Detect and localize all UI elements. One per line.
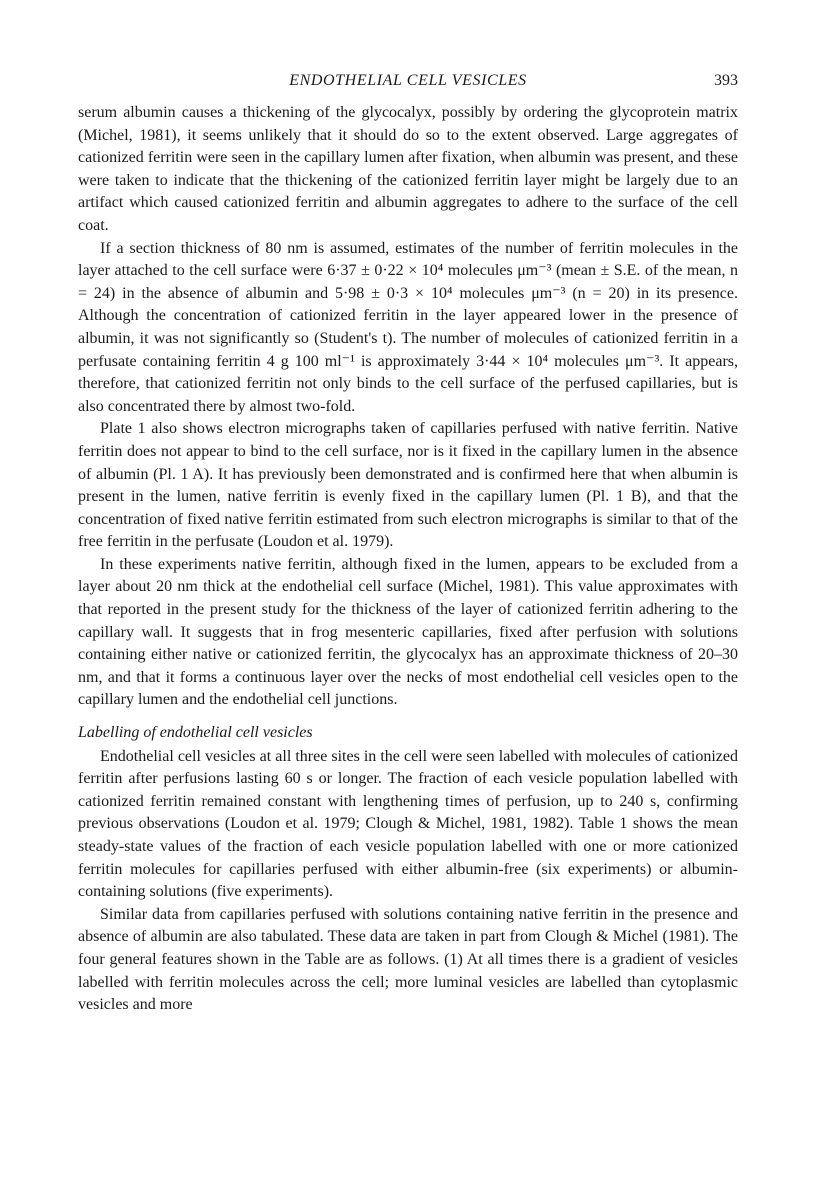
page-number: 393 [714, 72, 738, 89]
running-head-title: ENDOTHELIAL CELL VESICLES [289, 72, 527, 89]
journal-page [78, 70, 738, 1017]
section-paragraph-1: Endothelial cell vesicles at all three sites in the cell were seen labelled with molecules of cationized ferritin after perfusions lasting 60 s or longer. The fraction of each vesicle population labelled with cationized ferritin remained constant with lengthening times of perfusion, up to 240 s, confirming previous observations (Loudon et al. 1979; Clough & Michel, 1981, 1982). Table 1 shows the mean steady-state values of the fraction of each vesicle population labelled with one or more cationized ferritin molecules for capillaries perfused with either albumin-free (six experiments) or albumin-containing solutions (five experiments). [78, 747, 738, 901]
section-paragraph-2: Similar data from capillaries perfused with solutions containing native ferritin in the presence and absence of albumin are also tabulated. These data are taken in part from Clough & Michel (1981). The four general features shown in the Table are as follows. (1) At all times there is a gradient of vesicles labelled with ferritin molecules across the cell; more luminal vesicles are labelled than cytoplasmic vesicles and more [78, 905, 738, 1014]
paragraph-2: If a section thickness of 80 nm is assumed, estimates of the number of ferritin molecules in the layer attached to the cell surface were 6·37 ± 0·22 × 10⁴ molecules μm⁻³ (mean ± S.E. of the mean, n = 24) in the absence of albumin and 5·98 ± 0·3 × 10⁴ molecules μm⁻³ (n = 20) in its presence. Although the concentration of cationized ferritin in the layer appeared lower in the presence of albumin, it was not significantly so (Student's t). The number of molecules of cationized ferritin in a perfusate containing ferritin 4 g 100 ml⁻¹ is approximately 3·44 × 10⁴ molecules μm⁻³. It appears, therefore, that cationized ferritin not only binds to the cell surface of the perfused capillaries, but is also concentrated there by almost two-fold. [78, 239, 738, 415]
paragraph-3: Plate 1 also shows electron micrographs taken of capillaries perfused with native ferritin. Native ferritin does not appear to bind to the cell surface, nor is it fixed in the capillary lumen in the absence of albumin (Pl. 1 A). It has previously been demonstrated and is confirmed here that when albumin is present in the lumen, native ferritin is evenly fixed in the capillary lumen (Pl. 1 B), and that the concentration of fixed native ferritin estimated from such electron micrographs is similar to that of the free ferritin in the perfusate (Loudon et al. 1979). [78, 420, 738, 551]
running-head [78, 70, 738, 96]
section-heading: Labelling of endothelial cell vesicles [78, 724, 313, 742]
paragraph-1: serum albumin causes a thickening of the glycocalyx, possibly by ordering the glycoprotein matrix (Michel, 1981), it seems unlikely that it should do so to the extent observed. Large aggregates of cationized ferritin were seen in the capillary lumen after fixation, when albumin was present, and these were taken to indicate that the thickening of the cationized ferritin layer might be largely due to an artifact which caused cationized ferritin and albumin aggregates to adhere to the surface of the cell coat. [78, 104, 738, 234]
paragraph-4: In these experiments native ferritin, although fixed in the lumen, appears to be excluded from a layer about 20 nm thick at the endothelial cell surface (Michel, 1981). This value approximates with that reported in the present study for the thickness of the layer of cationized ferritin adhering to the capillary wall. It suggests that in frog mesenteric capillaries, fixed after perfusion with solutions containing either native or cationized ferritin, the glycocalyx has an approximate thickness of 20–30 nm, and that it forms a continuous layer over the necks of most endothelial cell vesicles open to the capillary lumen and the endothelial cell junctions. [78, 555, 738, 709]
